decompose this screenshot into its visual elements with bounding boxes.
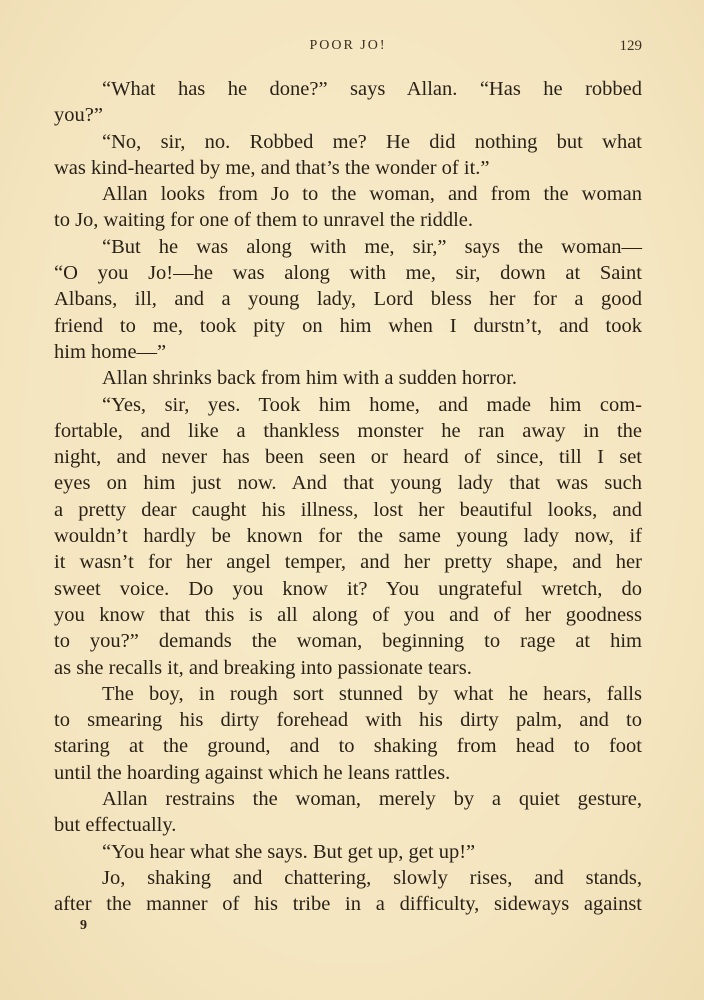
body-text: [54, 76, 642, 918]
text-line: as she recalls it, and breaking into passionate tears.: [54, 656, 472, 679]
text-line: you?”: [54, 104, 103, 127]
text-line: The boy, in rough sort stunned by what he hears, falls: [102, 682, 642, 705]
text-line: Allan shrinks back from him with a sudden horror.: [102, 367, 518, 390]
text-line: him home—”: [54, 340, 167, 363]
text-line: was kind-hearted by me, and that’s the wonder of it.”: [54, 156, 490, 179]
text-line: “Yes, sir, yes. Took him home, and made him com-: [102, 393, 642, 416]
signature-mark: 9: [80, 918, 87, 933]
text-line: “But he was along with me, sir,” says the woman—: [102, 235, 642, 258]
text-line: to you?” demands the woman, beginning to rage at him: [54, 630, 642, 653]
text-line: but effectually.: [54, 814, 177, 837]
text-line: fortable, and like a thankless monster he ran away in the: [54, 419, 642, 442]
text-line: it wasn’t for her angel temper, and her pretty shape, and her: [54, 551, 642, 574]
text-line: wouldn’t hardly be known for the same young lady now, if: [54, 525, 642, 548]
text-line: night, and never has been seen or heard of since, till I set: [54, 446, 642, 469]
running-title: POOR JO!: [309, 38, 387, 53]
text-line: Jo, shaking and chattering, slowly rises, and stands,: [102, 866, 642, 889]
text-line: Allan restrains the woman, merely by a quiet gesture,: [102, 788, 642, 811]
text-line: to Jo, waiting for one of them to unravel the riddle.: [54, 209, 474, 232]
text-line: to smearing his dirty forehead with his dirty palm, and to: [54, 709, 642, 732]
text-line: eyes on him just now. And that young lady that was such: [54, 472, 642, 495]
running-head: [54, 38, 642, 58]
text-line: friend to me, took pity on him when I durstn’t, and took: [54, 314, 642, 337]
text-line: “What has he done?” says Allan. “Has he robbed: [102, 78, 642, 100]
text-line: sweet voice. Do you know it? You ungrateful wretch, do: [54, 577, 642, 600]
text-line: you know that this is all along of you and of her goodness: [54, 603, 642, 626]
text-line: after the manner of his tribe in a difficulty, sideways against: [54, 893, 642, 916]
text-line: “O you Jo!—he was along with me, sir, down at Saint: [54, 262, 642, 285]
text-line: Albans, ill, and a young lady, Lord bless her for a good: [54, 288, 642, 311]
text-line: until the hoarding against which he leans rattles.: [54, 761, 451, 784]
page-number: 129: [619, 38, 642, 54]
text-line: Allan looks from Jo to the woman, and from the woman: [102, 183, 642, 206]
text-line: “No, sir, no. Robbed me? He did nothing but what: [102, 130, 642, 153]
text-line: “You hear what she says. But get up, get up!”: [102, 840, 476, 863]
text-line: staring at the ground, and to shaking from head to foot: [54, 735, 642, 758]
text-line: a pretty dear caught his illness, lost her beautiful looks, and: [54, 498, 642, 521]
